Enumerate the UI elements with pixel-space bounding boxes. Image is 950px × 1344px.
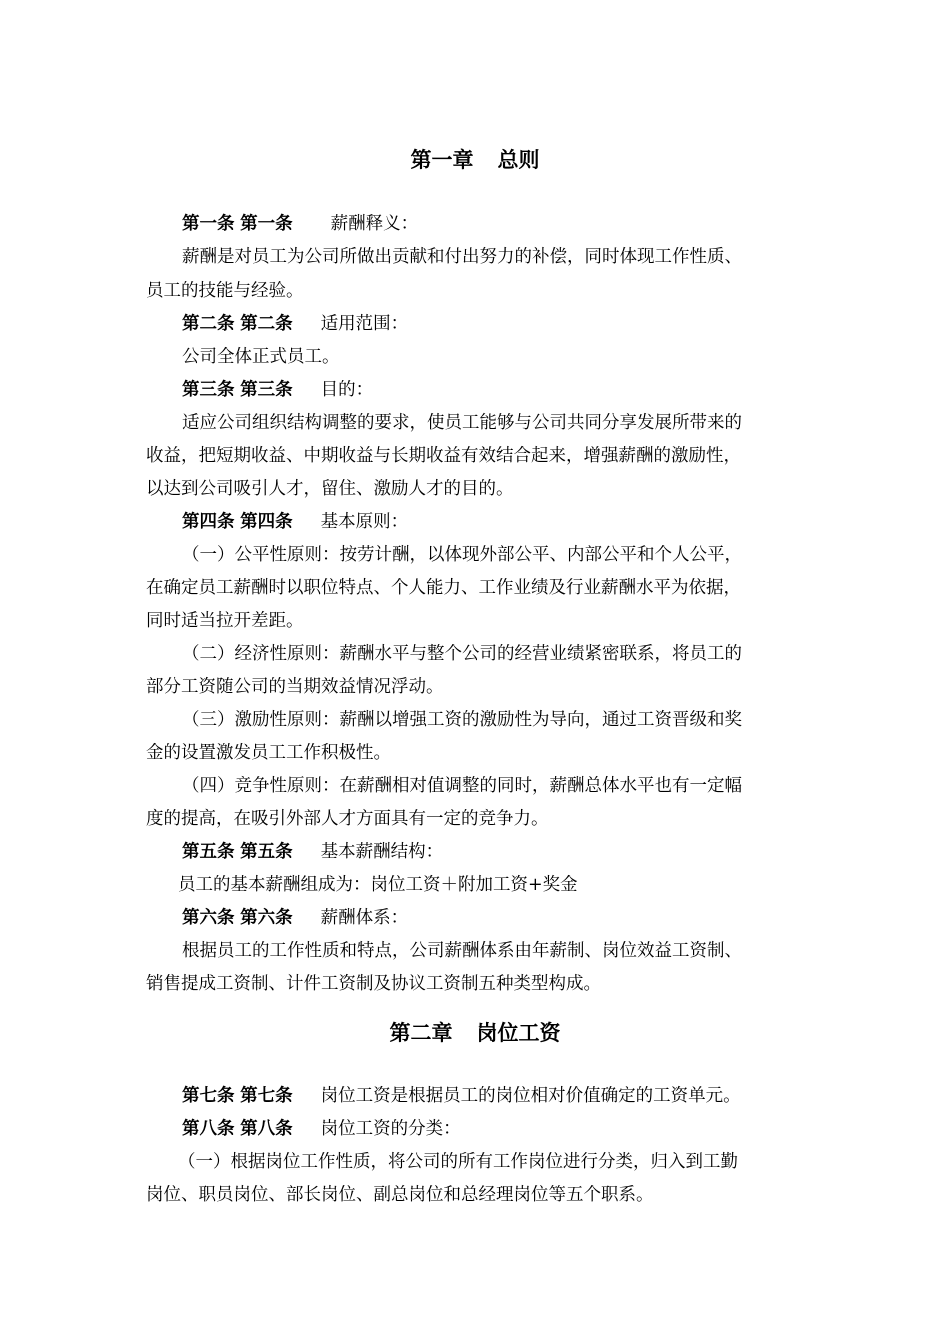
- article-label-repeat: 第四条: [240, 512, 293, 532]
- article-title: 岗位工资是根据员工的岗位相对价值确定的工资单元。: [320, 1086, 741, 1106]
- article-label: 第一条: [182, 214, 235, 234]
- article-7-header: [182, 1085, 741, 1107]
- paragraph-line: 部分工资随公司的当期效益情况浮动。: [146, 677, 444, 697]
- article-8-header: [182, 1118, 461, 1140]
- paragraph-line: 员工的基本薪酬组成为：岗位工资＋附加工资+奖金: [178, 875, 578, 895]
- article-2-header: [182, 313, 408, 335]
- article-label-repeat: 第七条: [240, 1086, 293, 1106]
- chapter-title: 总则: [497, 148, 540, 172]
- paragraph-line: 度的提高，在吸引外部人才方面具有一定的竞争力。: [146, 809, 549, 829]
- article-label: 第二条: [182, 314, 235, 334]
- paragraph-line: 薪酬是对员工为公司所做出贡献和付出努力的补偿，同时体现工作性质、: [182, 247, 742, 267]
- article-label-repeat: 第二条: [240, 314, 293, 334]
- article-label: 第四条: [182, 512, 235, 532]
- article-label: 第六条: [182, 908, 235, 928]
- paragraph-line: （三）激励性原则：薪酬以增强工资的激励性为导向，通过工资晋级和奖: [182, 710, 742, 730]
- paragraph-line: （一）根据岗位工作性质，将公司的所有工作岗位进行分类，归入到工勤: [178, 1152, 738, 1172]
- paragraph-line: 员工的技能与经验。: [146, 281, 304, 301]
- article-5-header: [182, 841, 443, 863]
- paragraph-line: （一）公平性原则：按劳计酬，以体现外部公平、内部公平和个人公平，: [182, 545, 742, 565]
- paragraph-line: （四）竞争性原则：在薪酬相对值调整的同时，薪酬总体水平也有一定幅: [182, 776, 742, 796]
- article-label-repeat: 第五条: [240, 842, 293, 862]
- paragraph-line: 公司全体正式员工。: [182, 347, 340, 367]
- article-1-header: [182, 213, 418, 235]
- chapter-2-heading: [0, 1020, 950, 1046]
- article-label: 第五条: [182, 842, 235, 862]
- article-title: 薪酬释义：: [330, 214, 419, 234]
- article-4-header: [182, 511, 408, 533]
- article-label: 第七条: [182, 1086, 235, 1106]
- paragraph-line: 收益，把短期收益、中期收益与长期收益有效结合起来，增强薪酬的激励性，: [146, 446, 741, 466]
- article-title: 岗位工资的分类：: [320, 1119, 461, 1139]
- chapter-number: 第一章: [410, 148, 474, 172]
- article-title: 目的：: [320, 380, 374, 400]
- chapter-title: 岗位工资: [476, 1021, 561, 1045]
- paragraph-line: 同时适当拉开差距。: [146, 611, 304, 631]
- article-label-repeat: 第三条: [240, 380, 293, 400]
- article-label-repeat: 第六条: [240, 908, 293, 928]
- paragraph-line: 销售提成工资制、计件工资制及协议工资制五种类型构成。: [146, 974, 601, 994]
- article-6-header: [182, 907, 408, 929]
- article-title: 基本薪酬结构：: [320, 842, 444, 862]
- paragraph-line: （二）经济性原则：薪酬水平与整个公司的经营业绩紧密联系，将员工的: [182, 644, 742, 664]
- paragraph-line: 岗位、职员岗位、部长岗位、副总岗位和总经理岗位等五个职系。: [146, 1185, 654, 1205]
- paragraph-line: 以达到公司吸引人才，留住、激励人才的目的。: [146, 479, 514, 499]
- chapter-1-heading: [0, 147, 950, 173]
- paragraph-line: 根据员工的工作性质和特点，公司薪酬体系由年薪制、岗位效益工资制、: [182, 941, 742, 961]
- paragraph-line: 适应公司组织结构调整的要求，使员工能够与公司共同分享发展所带来的: [182, 413, 742, 433]
- paragraph-line: 金的设置激发员工工作积极性。: [146, 743, 391, 763]
- article-title: 薪酬体系：: [320, 908, 409, 928]
- article-label-repeat: 第一条: [240, 214, 293, 234]
- article-label: 第八条: [182, 1119, 235, 1139]
- chapter-number: 第二章: [389, 1021, 453, 1045]
- paragraph-line: 在确定员工薪酬时以职位特点、个人能力、工作业绩及行业薪酬水平为依据，: [146, 578, 741, 598]
- article-label-repeat: 第八条: [240, 1119, 293, 1139]
- article-label: 第三条: [182, 380, 235, 400]
- article-title: 基本原则：: [320, 512, 409, 532]
- article-title: 适用范围：: [320, 314, 409, 334]
- article-3-header: [182, 379, 373, 401]
